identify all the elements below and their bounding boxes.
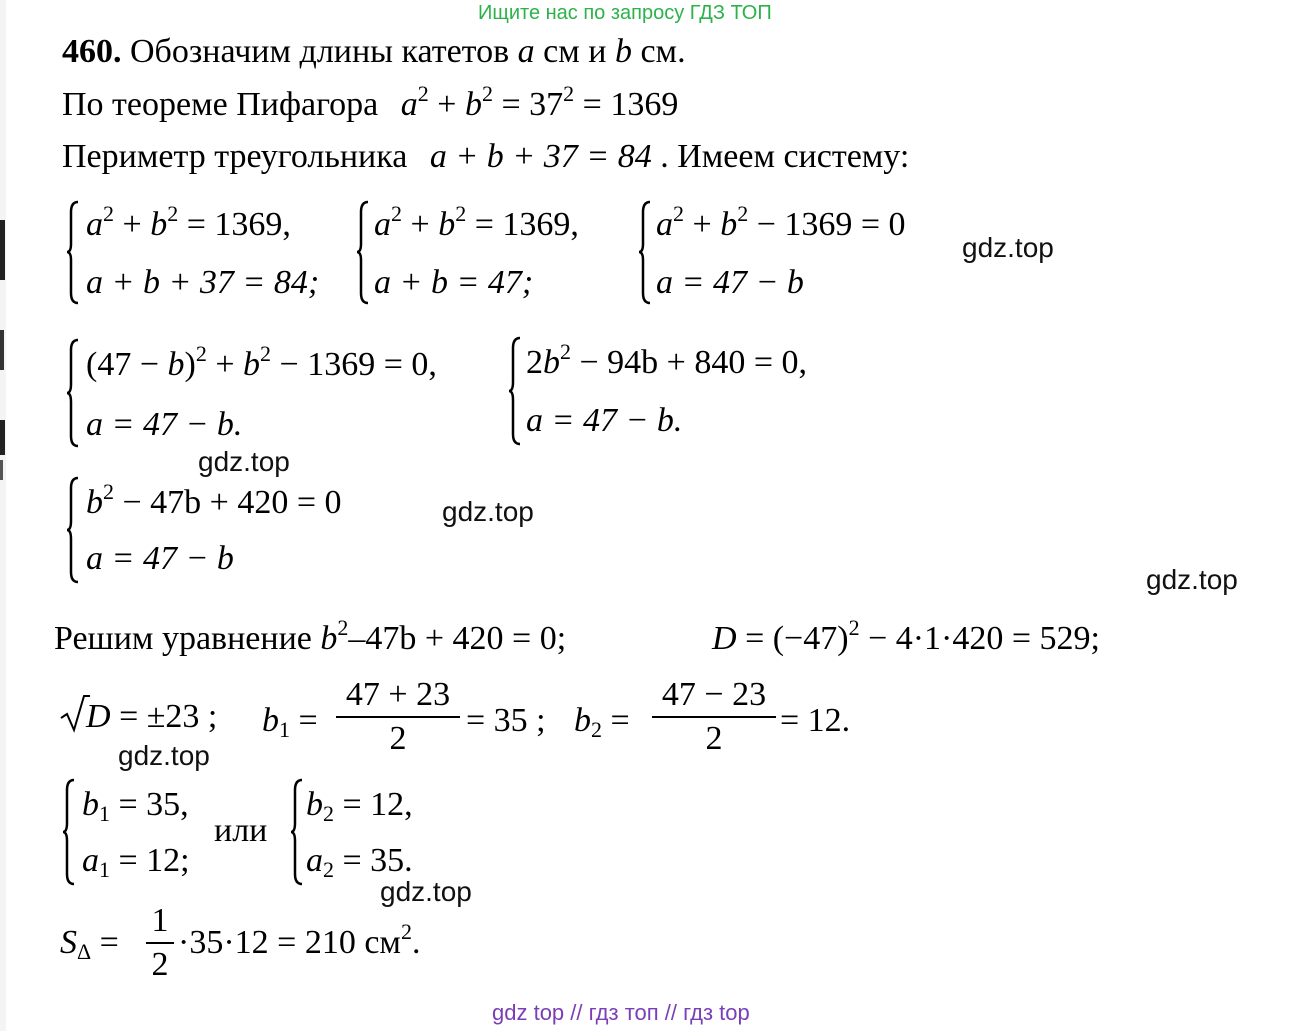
perimeter-label: Периметр треугольника	[62, 138, 408, 175]
var-b: b	[614, 33, 632, 70]
discriminant-formula: $D = (-47)^2 - 4\cdot 1\cdot 420 = 529$;	[712, 615, 1101, 657]
b2-denominator: 2	[705, 720, 723, 757]
sys4-line2: a = 47 − b.	[86, 406, 243, 443]
pythagoras-label: По теореме Пифагора	[62, 86, 379, 123]
watermark: gdz.top	[198, 446, 290, 477]
system-brace	[66, 338, 78, 448]
intro-text: Обозначим длины катетов	[130, 33, 510, 70]
or-word: или	[214, 812, 268, 849]
perimeter-line	[62, 140, 909, 174]
solve-eq: –47b + 420 = 0;	[348, 620, 567, 657]
sys4-line1: $(47 - b)^2 + b^2 - 1369 = 0$,	[86, 341, 437, 383]
sys6-line1: $b^2 - 47b + 420 = 0$	[86, 479, 342, 521]
pythagoras-result: = 1369	[582, 86, 679, 123]
system-brace	[638, 200, 650, 305]
b1-fraction	[336, 678, 460, 756]
sys1-line2: a + b + 37 = 84;	[86, 264, 320, 301]
ans2-line1: $b_2 = 12$,	[306, 786, 413, 826]
system-brace	[508, 336, 520, 446]
pythagoras-line: По теореме Пифагора $a^2 + b^2 = 37^2 = 1369$	[62, 81, 679, 123]
watermark: gdz.top	[962, 232, 1054, 263]
watermark: gdz.top	[442, 496, 534, 527]
ans1-line1: $b_1 = 35$,	[82, 786, 189, 826]
problem-number: 460.	[62, 33, 122, 70]
b2-label: $b_2$ =	[574, 702, 630, 742]
problem-statement	[62, 35, 686, 69]
b2-fraction	[652, 678, 776, 756]
sys2-line1: $a^2 + b^2 = 1369$,	[374, 201, 579, 243]
sys2-line2: a + b = 47;	[374, 264, 534, 301]
area-numerator: 1	[151, 902, 169, 939]
area-label: $S_\Delta$ =	[60, 924, 119, 964]
sys3-line2: a = 47 − b	[656, 264, 804, 301]
watermark: gdz.top	[1146, 564, 1238, 595]
sys5-line2: a = 47 − b.	[526, 402, 683, 439]
b2-result: = 12.	[780, 702, 851, 739]
area-denominator: 2	[151, 946, 169, 983]
system-brace	[62, 778, 74, 886]
area-fraction	[146, 904, 174, 982]
system-brace	[66, 476, 78, 584]
site-header-text: Ищите нас по запросу ГДЗ ТОП	[478, 2, 772, 24]
sqrt-d: D = ±23 ;	[60, 700, 217, 734]
solve-label: Решим уравнение	[54, 620, 312, 657]
watermark: gdz.top	[380, 876, 472, 907]
b1-label: $b_1$ =	[262, 702, 318, 742]
sys3-line1: $a^2 + b^2 - 1369 = 0$	[656, 201, 906, 243]
sys1-line1: $a^2 + b^2 = 1369$,	[86, 201, 291, 243]
ans2-line2: $a_2 = 35$.	[306, 842, 413, 882]
system-brace	[290, 778, 302, 886]
sys5-line1: $2b^2 - 94b + 840 = 0$,	[526, 339, 808, 381]
system-brace	[66, 200, 78, 305]
b1-denominator: 2	[389, 720, 407, 757]
b2-numerator: 47 − 23	[661, 676, 767, 713]
var-a: a	[517, 33, 535, 70]
system-brace	[356, 200, 368, 305]
unit-end: см.	[640, 33, 686, 70]
perimeter-tail: . Имеем систему:	[660, 138, 910, 175]
ans1-line2: $a_1 = 12$;	[82, 842, 190, 882]
pythagoras-eq: = 37	[501, 86, 564, 123]
sys6-line2: a = 47 − b	[86, 540, 234, 577]
area-result: ·35·12 = 210 $см^2$.	[178, 919, 421, 961]
site-footer-text: gdz top // гдз топ // гдз top	[492, 1000, 750, 1025]
solve-line: Решим уравнение $b^2-47b + 420 = 0$;	[54, 615, 567, 657]
b1-numerator: 47 + 23	[345, 676, 451, 713]
perimeter-eq: a + b + 37 = 84	[429, 138, 652, 175]
scan-edge-shadow	[0, 0, 6, 1031]
unit-and: см и	[543, 33, 607, 70]
b1-result: = 35 ;	[466, 702, 546, 739]
watermark: gdz.top	[118, 740, 210, 771]
